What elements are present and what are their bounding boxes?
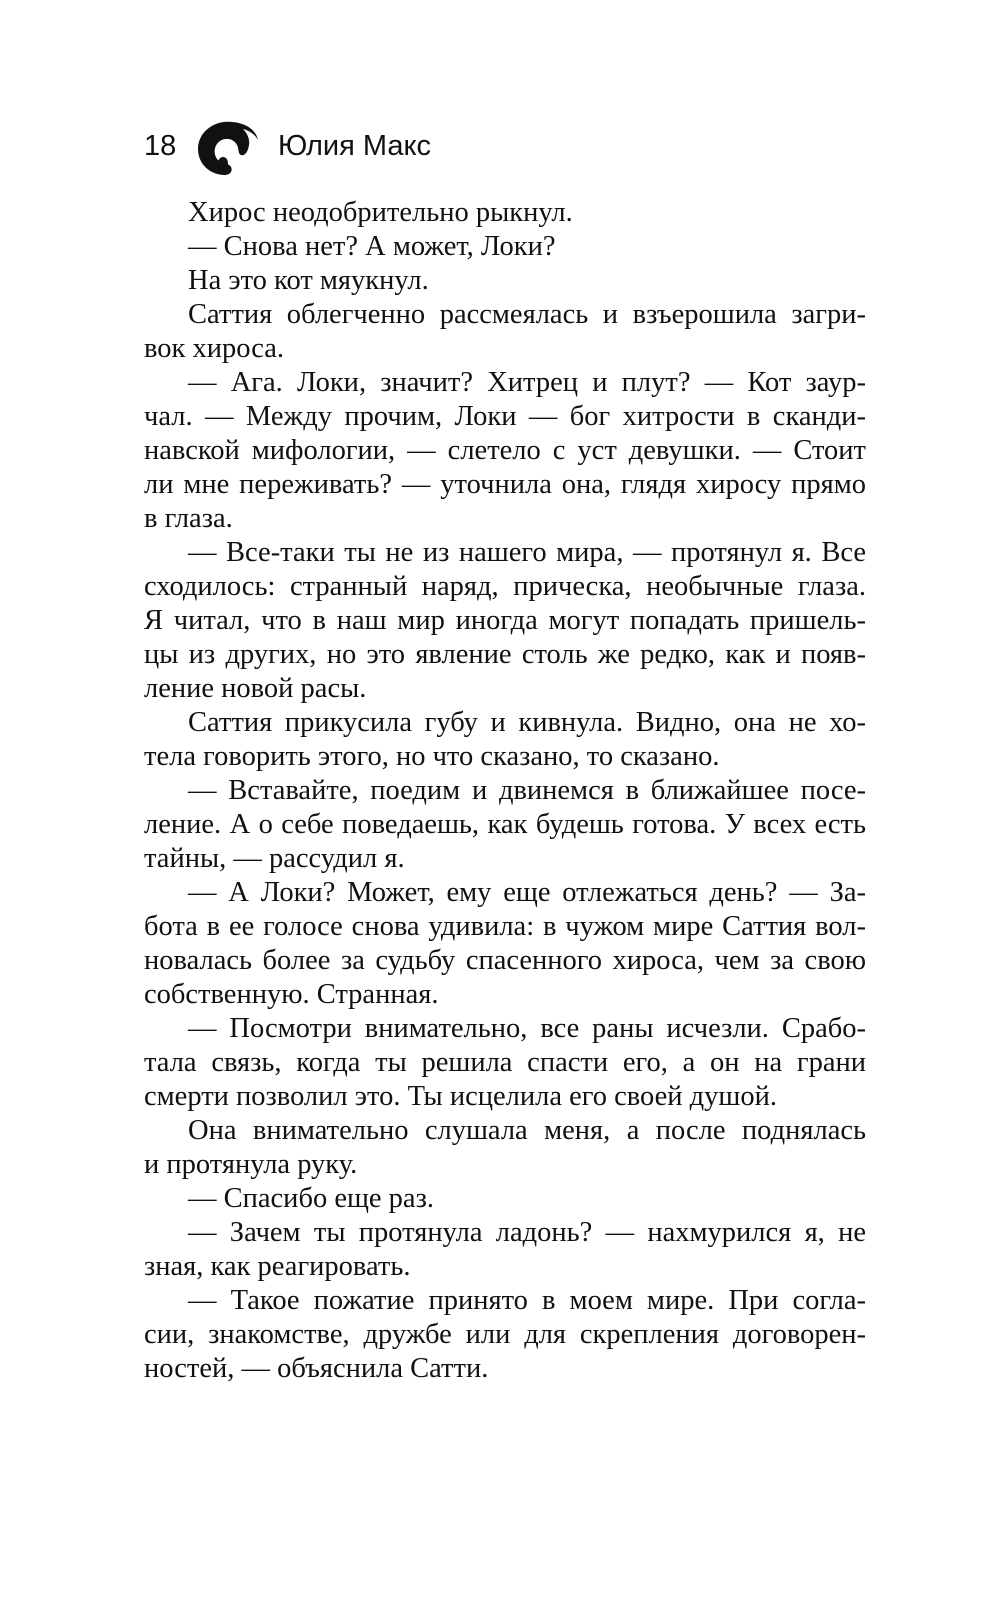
text-line: навской мифологии, — слетело с уст девушки. — Стоит [144, 435, 866, 466]
text-line: новалась более за судьбу спасенного хироса, чем за свою [144, 945, 866, 976]
text-line: тала связь, когда ты решила спасти его, а он на грани [144, 1047, 866, 1078]
publisher-logo-icon [192, 118, 260, 178]
text-line: Она внимательно слушала меня, а после поднялась [188, 1115, 866, 1146]
text-line: — Спасибо еще раз. [188, 1183, 434, 1214]
text-line: ление новой расы. [144, 673, 367, 704]
text-line: в глаза. [144, 503, 233, 534]
text-line: — Зачем ты протянула ладонь? — нахмурился я, не [188, 1217, 866, 1248]
running-header [144, 118, 864, 178]
text-line: — Все-таки ты не из нашего мира, — протянул я. Все [188, 537, 866, 568]
text-line: Я читал, что в наш мир иногда могут попадать пришель- [144, 605, 866, 636]
author-name: Юлия Макс [278, 130, 432, 162]
text-line: ли мне переживать? — уточнила она, глядя хиросу прямо [144, 469, 866, 500]
text-line: ление. А о себе поведаешь, как будешь готова. У всех есть [144, 809, 866, 840]
text-line: — Посмотри внимательно, все раны исчезли. Срабо- [188, 1013, 866, 1044]
text-line: собственную. Странная. [144, 979, 439, 1010]
text-line: ностей, — объяснила Сатти. [144, 1353, 489, 1384]
text-line: смерти позволил это. Ты исцелила его своей душой. [144, 1081, 777, 1112]
text-line: сии, знакомстве, дружбе или для скрепления договорен- [144, 1319, 866, 1350]
text-line: цы из других, но это явление столь же редко, как и появ- [144, 639, 866, 670]
text-line: На это кот мяукнул. [188, 265, 429, 296]
text-line: — Ага. Локи, значит? Хитрец и плут? — Кот заур- [188, 367, 866, 398]
text-line: бота в ее голосе снова удивила: в чужом мире Саттия вол- [144, 911, 866, 942]
text-line: Саттия облегченно рассмеялась и взъерошила загри- [188, 299, 866, 330]
text-line: — Такое пожатие принято в моем мире. При согла- [188, 1285, 866, 1316]
text-line: — А Локи? Может, ему еще отлежаться день? — За- [188, 877, 866, 908]
text-line: тела говорить этого, но что сказано, то сказано. [144, 741, 720, 772]
body-text [144, 196, 866, 1386]
page-number: 18 [144, 130, 177, 162]
text-line: чал. — Между прочим, Локи — бог хитрости в сканди- [144, 401, 866, 432]
text-line: тайны, — рассудил я. [144, 843, 405, 874]
text-line: Хирос неодобрительно рыкнул. [188, 197, 573, 228]
text-line: и протянула руку. [144, 1149, 358, 1180]
text-line: — Снова нет? А может, Локи? [188, 231, 556, 262]
text-line: сходилось: странный наряд, прическа, необычные глаза. [144, 571, 866, 602]
text-line: вок хироса. [144, 333, 284, 364]
text-line: зная, как реагировать. [144, 1251, 411, 1282]
text-line: Саттия прикусила губу и кивнула. Видно, она не хо- [188, 707, 866, 738]
text-line: — Вставайте, поедим и двинемся в ближайшее посе- [188, 775, 866, 806]
